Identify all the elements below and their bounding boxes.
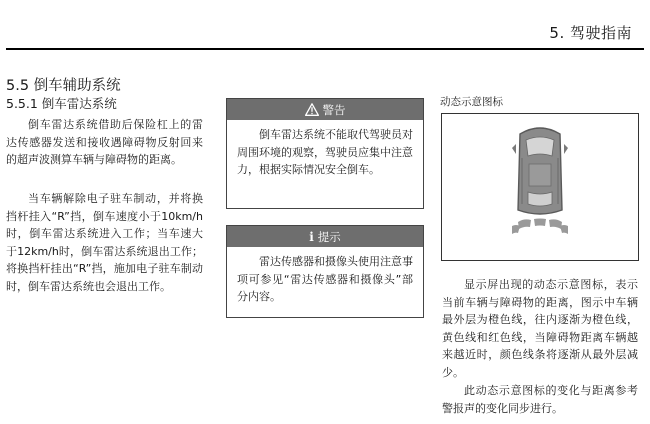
figure-frame (441, 113, 639, 261)
warning-heading: 警告 (322, 102, 346, 117)
tip-heading: 提示 (317, 229, 341, 244)
tip-box (226, 225, 424, 318)
car-body (512, 128, 568, 214)
info-icon: i (309, 229, 314, 244)
tip-text: 雷达传感器和摄像头使用注意事项可参见“雷达传感器和摄像头”部分内容。 (237, 255, 413, 303)
chapter-title: 5. 驾驶指南 (549, 24, 632, 42)
warning-text: 倒车雷达系统不能取代驾驶员对周围环境的观察，驾驶员应集中注意力，根据实际情况安全倒车。 (237, 128, 413, 176)
tip-box-body (227, 247, 423, 312)
warning-box-header (227, 99, 423, 120)
car-top-view-icon (442, 114, 638, 260)
header-rule (6, 48, 644, 50)
paragraph: 此动态示意图标的变化与距离参考警报声的变化同步进行。 (442, 384, 638, 415)
section-title: 5.5 倒车辅助系统 (6, 78, 121, 94)
paragraph: 当车辆解除电子驻车制动，并将换挡杆挂入“R”挡，倒车速度小于10km/h时，倒车雷达系统进入工作；当车速大于12km/h时，倒车雷达系统退出工作；将换挡杆挂出“R”挡，施加电子驻车制动时，倒车雷达系统也会退出工作。 (6, 192, 203, 293)
warning-box-body (227, 120, 423, 185)
subsection-title: 5.5.1 倒车雷达系统 (6, 96, 117, 111)
paragraph: 倒车雷达系统借助后保险杠上的雷达传感器发送和接收遇障碍物反射回来的超声波测算车辆与障碍物的距离。 (6, 118, 203, 166)
warning-triangle-icon (305, 103, 319, 116)
warning-box (226, 98, 424, 209)
rear-sensor-zones (512, 219, 568, 235)
figure-label: 动态示意图标 (440, 96, 503, 108)
paragraph: 显示屏出现的动态示意图标，表示当前车辆与障碍物的距离，图示中车辆最外层为橙色线，往内逐渐为橙色线，黄色线和红色线，当障碍物距离车辆越来越近时，颜色线条将逐渐从最外层减少。 (442, 278, 638, 379)
tip-box-header (227, 226, 423, 247)
